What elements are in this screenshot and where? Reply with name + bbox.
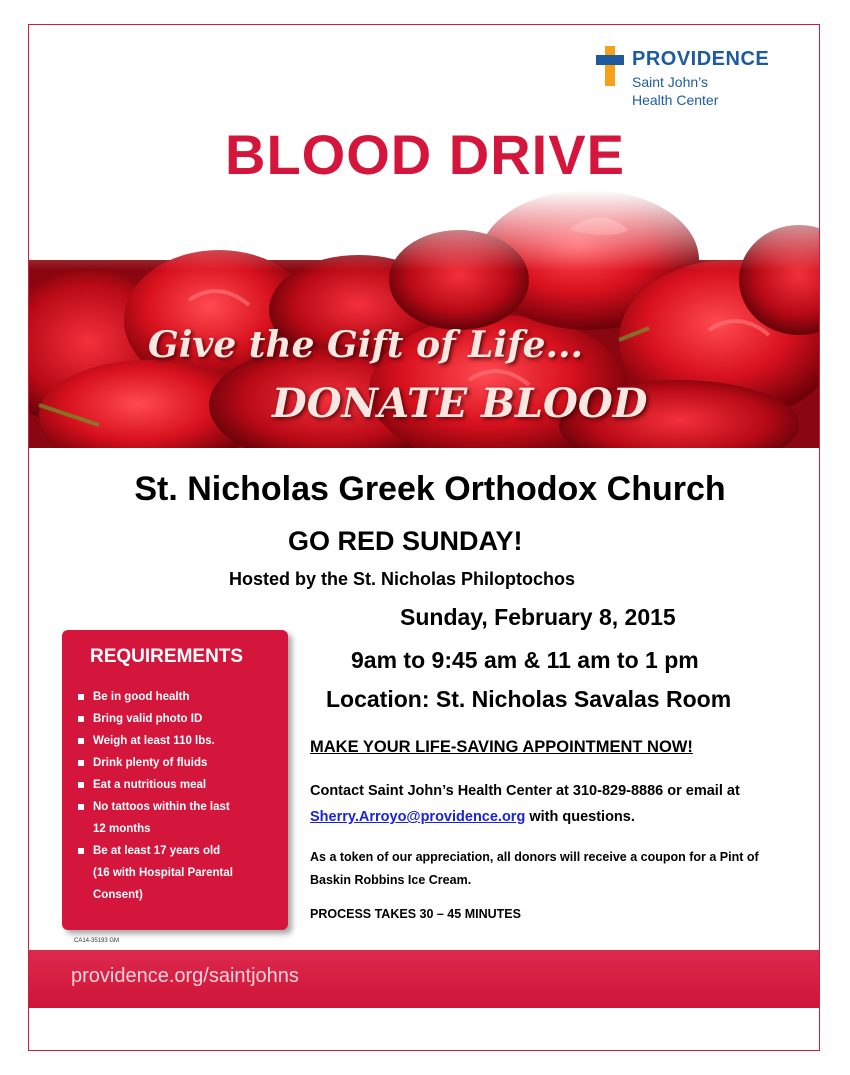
contact-suffix: with questions. xyxy=(525,809,635,825)
providence-logo xyxy=(596,44,796,114)
page-title: BLOOD DRIVE xyxy=(225,123,625,186)
requirements-list xyxy=(76,686,282,906)
list-item: Weigh at least 110 lbs. xyxy=(76,730,282,752)
list-item: (16 with Hospital Parental xyxy=(93,867,233,879)
event-time: 9am to 9:45 am & 11 am to 1 pm xyxy=(351,647,699,673)
footer-url[interactable]: providence.org/saintjohns xyxy=(71,965,299,987)
process-text: PROCESS TAKES 30 – 45 MINUTES xyxy=(310,907,521,921)
list-item: Be in good health xyxy=(76,686,282,708)
list-item: Eat a nutritious meal xyxy=(76,774,282,796)
list-item: Consent) xyxy=(93,889,143,901)
hosted-by: Hosted by the St. Nicholas Philoptochos xyxy=(229,569,576,589)
tagline-donate: DONATE BLOOD xyxy=(272,380,648,427)
document-code: CA14-35193 GM xyxy=(74,938,120,944)
logo-line1: Saint John’s xyxy=(632,74,709,90)
token-text: As a token of our appreciation, all donors will receive a coupon for a Pint of Baskin Robbins Ice Cream. xyxy=(310,850,759,887)
contact-prefix: Contact Saint John’s Health Center at 310-829-8886 or email at xyxy=(310,783,740,799)
event-headline: GO RED SUNDAY! xyxy=(288,526,523,556)
cross-icon xyxy=(596,46,624,86)
logo-line2: Health Center xyxy=(632,92,719,108)
list-item: 12 months xyxy=(93,823,151,835)
list-item: Bring valid photo ID xyxy=(76,708,282,730)
email-link[interactable]: Sherry.Arroyo@providence.org xyxy=(310,809,526,825)
requirements-heading: REQUIREMENTS xyxy=(90,646,244,667)
requirements-box xyxy=(62,630,288,930)
list-item: No tattoos within the last xyxy=(76,796,282,818)
list-item: Drink plenty of fluids xyxy=(76,752,282,774)
event-location: Location: St. Nicholas Savalas Room xyxy=(326,686,732,712)
contact-text xyxy=(310,778,800,830)
church-name: St. Nicholas Greek Orthodox Church xyxy=(134,470,726,508)
logo-brand: PROVIDENCE xyxy=(632,48,770,70)
list-item: Be at least 17 years old xyxy=(76,840,282,862)
footer-bar xyxy=(29,950,819,1008)
appointment-heading: MAKE YOUR LIFE-SAVING APPOINTMENT NOW! xyxy=(310,738,693,756)
tagline-gift: Give the Gift of Life... xyxy=(148,324,584,366)
event-date: Sunday, February 8, 2015 xyxy=(400,604,676,630)
